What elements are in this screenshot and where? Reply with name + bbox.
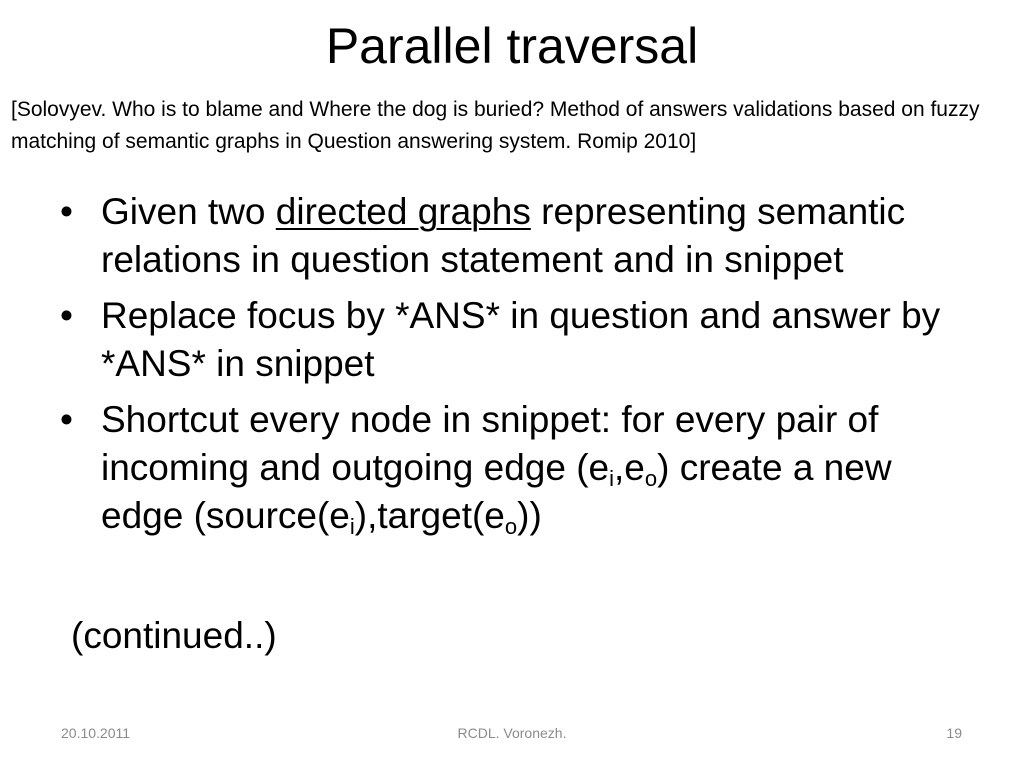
bullet-text: Given two: [101, 191, 276, 232]
slide-title: Parallel traversal: [325, 18, 699, 74]
bullet-text: representing semantic relations in question statement and in snippet: [101, 191, 906, 280]
bullet-marker: •: [60, 399, 73, 440]
bullet-text: ) create a new edge (source(e: [101, 447, 892, 536]
bullet-marker: •: [60, 191, 73, 232]
bullet-text: ,e: [614, 447, 645, 488]
bullet-item: [60, 396, 960, 540]
bullet-text: Replace focus by *ANS* in question and answer by *ANS* in snippet: [101, 295, 941, 384]
subscript: o: [504, 514, 518, 539]
bullet-marker: •: [60, 295, 73, 336]
subscript: o: [644, 466, 658, 491]
footer-date: 20.10.2011: [61, 725, 131, 741]
bullet-item: [60, 188, 960, 284]
directed-graphs-link[interactable]: directed graphs: [275, 191, 531, 232]
slide-number: 19: [946, 725, 962, 741]
continued-note: (continued..): [71, 615, 277, 656]
subscript: i: [609, 466, 614, 491]
bullet-item: [60, 292, 960, 388]
bullet-text: ),target(e: [354, 495, 505, 536]
subscript: i: [349, 514, 355, 539]
bullet-text: )): [517, 495, 542, 536]
reference-citation: [Solovyev. Who is to blame and Where the dog is buried? Method of answers validations based on fuzzy matching of semantic graphs in Question answering system. Romip 2010]: [11, 98, 980, 153]
bullet-list: [60, 188, 960, 548]
bullet-text: Shortcut every node in snippet: for every pair of incoming and outgoing edge (e: [101, 399, 879, 488]
footer-center-text: RCDL. Voronezh.: [457, 725, 567, 741]
